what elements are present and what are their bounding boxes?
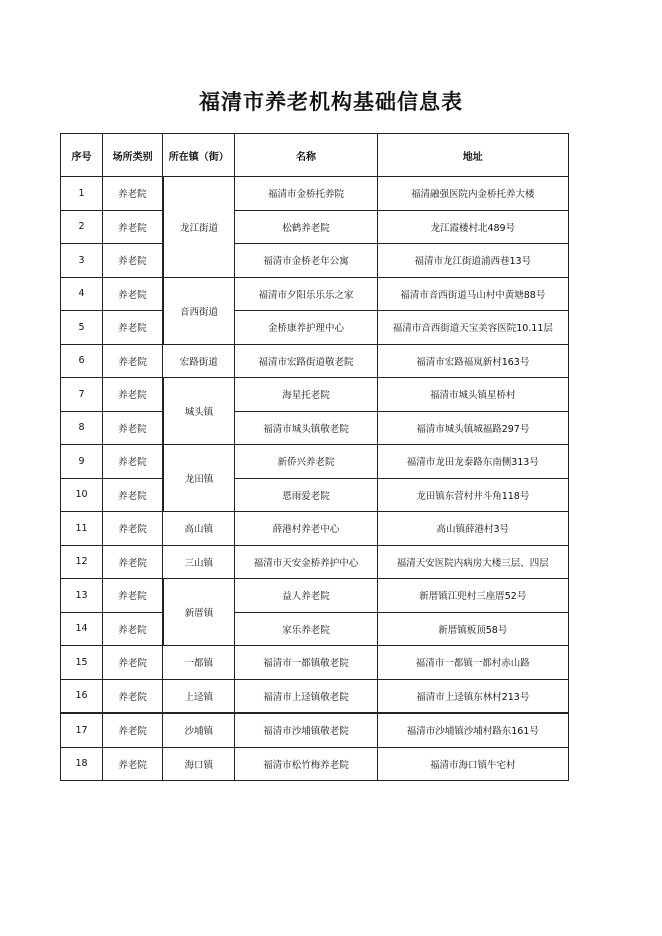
table-row: [61, 445, 569, 479]
cell-name: 福清市夕阳乐乐乐之家: [235, 277, 377, 311]
cell-name: 金桥康养护理中心: [235, 311, 377, 345]
cell-no: 13: [61, 579, 103, 613]
table-row: [61, 177, 569, 211]
cell-no: 6: [61, 344, 103, 378]
cell-no: 17: [61, 713, 103, 747]
cell-name: 海星托老院: [235, 378, 377, 412]
cell-address: 高山镇薛港村3号: [377, 512, 568, 546]
table-row: [61, 646, 569, 680]
cell-address: 福清市音西街道天宝美容医院10.11层: [377, 311, 568, 345]
cell-name: 福清市天安金桥养护中心: [235, 545, 377, 579]
header-type: 场所类别: [103, 134, 163, 177]
cell-no: 18: [61, 747, 103, 781]
page-title: 福清市养老机构基础信息表: [199, 90, 463, 114]
cell-type: 养老院: [103, 344, 163, 378]
cell-name: 益人养老院: [235, 579, 377, 613]
cell-no: 2: [61, 210, 103, 244]
institution-table: [60, 133, 569, 781]
cell-no: 1: [61, 177, 103, 211]
table-row: [61, 411, 569, 445]
table-row: [61, 277, 569, 311]
table-row: [61, 210, 569, 244]
cell-type: 养老院: [103, 411, 163, 445]
cell-town: 上迳镇: [163, 679, 235, 713]
cell-no: 4: [61, 277, 103, 311]
cell-type: 养老院: [103, 545, 163, 579]
cell-type: 养老院: [103, 177, 163, 211]
table-row: [61, 344, 569, 378]
cell-type: 养老院: [103, 713, 163, 747]
cell-town: 音西街道: [163, 277, 235, 344]
cell-type: 养老院: [103, 612, 163, 646]
cell-no: 15: [61, 646, 103, 680]
cell-type: 养老院: [103, 579, 163, 613]
cell-type: 养老院: [103, 378, 163, 412]
cell-town: 海口镇: [163, 747, 235, 781]
cell-type: 养老院: [103, 445, 163, 479]
cell-address: 福清市龙江街道浦西巷13号: [377, 244, 568, 278]
cell-name: 薛港村养老中心: [235, 512, 377, 546]
table-row: [61, 679, 569, 713]
cell-town: 宏路街道: [163, 344, 235, 378]
cell-town: 三山镇: [163, 545, 235, 579]
cell-address: 福清市音西街道马山村中黄塘88号: [377, 277, 568, 311]
cell-address: 福清市宏路福岚新村163号: [377, 344, 568, 378]
cell-address: 福清市一都镇一都村赤山路: [377, 646, 568, 680]
cell-name: 福清市宏路街道敬老院: [235, 344, 377, 378]
table-row: [61, 545, 569, 579]
cell-address: 新厝镇板顶58号: [377, 612, 568, 646]
cell-address: 福清市上迳镇东林村213号: [377, 679, 568, 713]
cell-town: 高山镇: [163, 512, 235, 546]
cell-name: 家乐养老院: [235, 612, 377, 646]
table-header-row: [61, 134, 569, 177]
cell-name: 福清市城头镇敬老院: [235, 411, 377, 445]
cell-name: 福清市松竹梅养老院: [235, 747, 377, 781]
cell-town: 龙江街道: [163, 177, 235, 278]
cell-address: 福清天安医院内病房大楼三层、四层: [377, 545, 568, 579]
cell-name: 福清市沙埔镇敬老院: [235, 713, 377, 747]
cell-address: 新厝镇江兜村三座厝52号: [377, 579, 568, 613]
cell-address: 福清市城头镇城福路297号: [377, 411, 568, 445]
table-row: [61, 478, 569, 512]
cell-no: 16: [61, 679, 103, 713]
cell-type: 养老院: [103, 311, 163, 345]
cell-no: 7: [61, 378, 103, 412]
cell-type: 养老院: [103, 747, 163, 781]
cell-town: 新厝镇: [163, 579, 235, 646]
cell-address: 福清市沙埔镇沙埔村路东161号: [377, 713, 568, 747]
table-row: [61, 512, 569, 546]
cell-name: 福清市一都镇敬老院: [235, 646, 377, 680]
cell-address: 龙田镇东营村井斗角118号: [377, 478, 568, 512]
cell-name: 恩雨爱老院: [235, 478, 377, 512]
cell-name: 福清市金桥老年公寓: [235, 244, 377, 278]
cell-name: 福清市金桥托养院: [235, 177, 377, 211]
header-no: 序号: [61, 134, 103, 177]
cell-no: 12: [61, 545, 103, 579]
header-address: 地址: [377, 134, 568, 177]
header-name: 名称: [235, 134, 377, 177]
table-row: [61, 579, 569, 613]
cell-name: 松鹤养老院: [235, 210, 377, 244]
cell-type: 养老院: [103, 277, 163, 311]
cell-name: 新侨兴养老院: [235, 445, 377, 479]
cell-town: 一都镇: [163, 646, 235, 680]
table-row: [61, 244, 569, 278]
cell-town: 城头镇: [163, 378, 235, 445]
table-row: [61, 713, 569, 747]
cell-address: 福清融强医院内金桥托养大楼: [377, 177, 568, 211]
cell-address: 龙江霞楼村北489号: [377, 210, 568, 244]
cell-type: 养老院: [103, 512, 163, 546]
cell-name: 福清市上迳镇敬老院: [235, 679, 377, 713]
cell-no: 5: [61, 311, 103, 345]
cell-address: 福清市城头镇星桥村: [377, 378, 568, 412]
cell-no: 3: [61, 244, 103, 278]
table-row: [61, 311, 569, 345]
table-row: [61, 747, 569, 781]
cell-type: 养老院: [103, 210, 163, 244]
cell-no: 11: [61, 512, 103, 546]
cell-no: 9: [61, 445, 103, 479]
cell-no: 8: [61, 411, 103, 445]
cell-town: 龙田镇: [163, 445, 235, 512]
cell-address: 福清市龙田龙泰路东南侧313号: [377, 445, 568, 479]
cell-address: 福清市海口镇牛宅村: [377, 747, 568, 781]
table-row: [61, 612, 569, 646]
cell-no: 14: [61, 612, 103, 646]
header-town: 所在镇（街）: [163, 134, 235, 177]
cell-type: 养老院: [103, 646, 163, 680]
cell-type: 养老院: [103, 478, 163, 512]
cell-type: 养老院: [103, 679, 163, 713]
cell-type: 养老院: [103, 244, 163, 278]
cell-no: 10: [61, 478, 103, 512]
table-row: [61, 378, 569, 412]
cell-town: 沙埔镇: [163, 713, 235, 747]
